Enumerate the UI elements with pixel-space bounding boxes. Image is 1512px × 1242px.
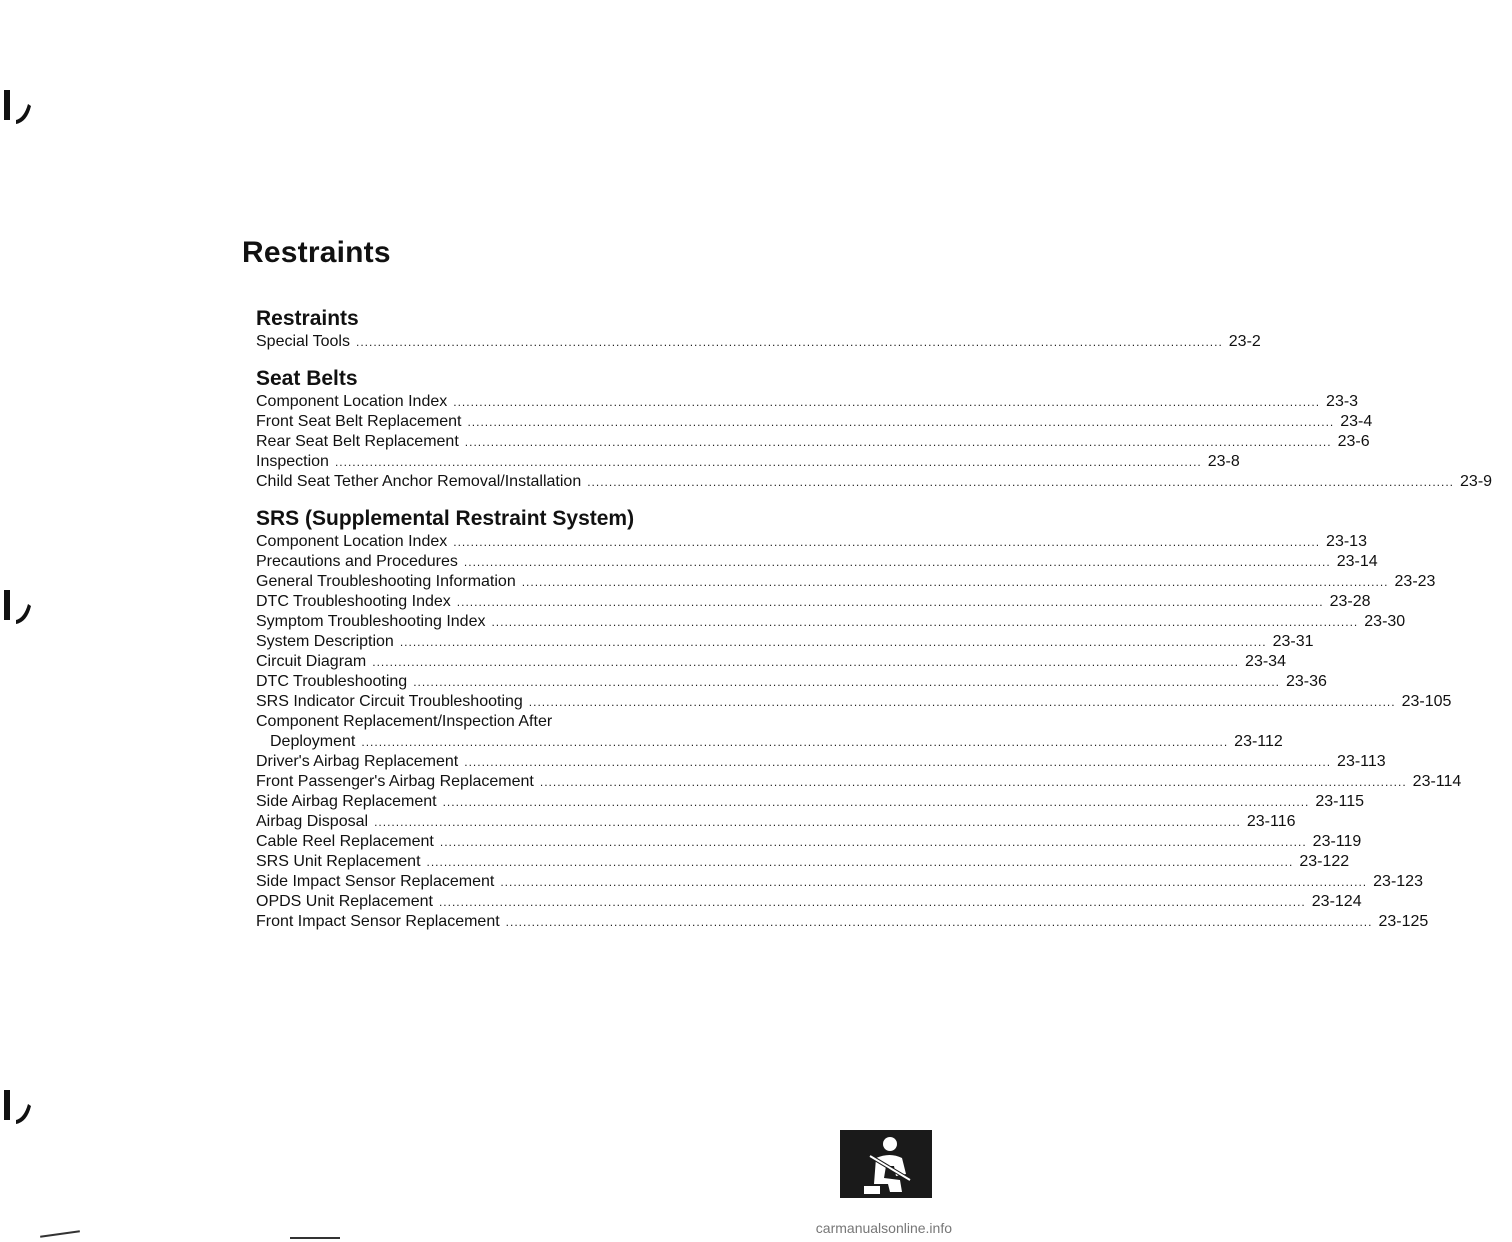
toc-entry[interactable] (256, 712, 744, 732)
binder-mark-bottom (2, 1088, 34, 1128)
toc-section (256, 366, 1493, 492)
entry-page-number: 23-34 (1245, 653, 1286, 670)
entry-label: Deployment (270, 733, 356, 750)
entry-label: Airbag Disposal (256, 813, 369, 830)
toc-entry[interactable] (256, 532, 1367, 552)
toc-entry[interactable] (256, 612, 1406, 632)
dot-leader: ........................................................................................................................................................................................................ (438, 895, 1306, 909)
dot-leader: ........................................................................................................................................................................................................ (456, 595, 1324, 609)
dot-leader: ........................................................................................................................................................................................................ (361, 735, 1229, 749)
dot-leader: ........................................................................................................................................................................................................ (491, 615, 1359, 629)
toc-entry[interactable] (256, 892, 1362, 912)
entry-label: DTC Troubleshooting (256, 673, 408, 690)
toc-entry[interactable] (256, 412, 1373, 432)
entry-page-number: 23-23 (1394, 573, 1436, 590)
toc-entry[interactable] (256, 552, 1378, 572)
dot-leader: ........................................................................................................................................................................................................ (442, 795, 1310, 809)
entry-label: Driver's Airbag Replacement (256, 753, 459, 770)
entry-page-number: 23-28 (1329, 593, 1371, 610)
toc-entry[interactable] (256, 332, 1261, 352)
dot-leader: ........................................................................................................................................................................................................ (467, 415, 1335, 429)
entry-label: Child Seat Tether Anchor Removal/Installation (256, 473, 582, 490)
entry-page-number: 23-31 (1272, 633, 1314, 650)
entry-label: SRS Unit Replacement (256, 853, 421, 870)
entry-label: Special Tools (256, 333, 350, 350)
dot-leader: ........................................................................................................................................................................................................ (505, 915, 1373, 929)
table-of-contents (256, 306, 1493, 946)
toc-entry[interactable] (256, 652, 1286, 672)
toc-entry[interactable] (256, 732, 1283, 752)
seatbelt-icon (840, 1130, 932, 1198)
toc-entry[interactable] (256, 452, 1240, 472)
entry-page-number: 23-122 (1299, 853, 1350, 870)
page-title: Restraints (242, 236, 391, 269)
entry-label: Rear Seat Belt Replacement (256, 433, 459, 450)
binder-mark-middle (2, 588, 34, 628)
toc-entry[interactable] (256, 432, 1370, 452)
dot-leader: ........................................................................................................................................................................................................ (399, 635, 1267, 649)
entry-label: SRS Indicator Circuit Troubleshooting (256, 693, 523, 710)
entry-label: System Description (256, 633, 394, 650)
dot-leader: ........................................................................................................................................................................................................ (587, 475, 1455, 489)
toc-section (256, 306, 1261, 352)
entry-label: Component Location Index (256, 533, 448, 550)
entry-page-number: 23-115 (1315, 793, 1364, 810)
entry-page-number: 23-14 (1336, 553, 1378, 570)
dot-leader: ........................................................................................................................................................................................................ (464, 755, 1332, 769)
toc-entry[interactable] (256, 472, 1493, 492)
entry-label: Component Location Index (256, 393, 448, 410)
toc-entry[interactable] (256, 632, 1314, 652)
toc-entry[interactable] (256, 692, 1452, 712)
entry-page-number: 23-6 (1337, 433, 1370, 450)
entry-label: Precautions and Procedures (256, 553, 458, 570)
toc-entry[interactable] (256, 672, 1327, 692)
footer-mark (40, 1230, 80, 1238)
entry-page-number: 23-4 (1340, 413, 1373, 430)
watermark: carmanualsonline.info (815, 1220, 952, 1236)
dot-leader: ........................................................................................................................................................................................................ (426, 855, 1294, 869)
dot-leader: ........................................................................................................................................................................................................ (334, 455, 1202, 469)
entry-page-number: 23-3 (1326, 393, 1359, 410)
dot-leader: ........................................................................................................................................................................................................ (355, 335, 1223, 349)
dot-leader: ........................................................................................................................................................................................................ (464, 435, 1332, 449)
entry-page-number: 23-2 (1228, 333, 1261, 350)
entry-page-number: 23-112 (1234, 733, 1283, 750)
dot-leader: ........................................................................................................................................................................................................ (453, 535, 1321, 549)
toc-entry[interactable] (256, 792, 1364, 812)
entry-label: OPDS Unit Replacement (256, 893, 433, 910)
dot-leader: ........................................................................................................................................................................................................ (521, 575, 1389, 589)
dot-leader: ........................................................................................................................................................................................................ (374, 815, 1241, 829)
toc-entry[interactable] (256, 852, 1350, 872)
dot-leader: ........................................................................................................................................................................................................ (453, 395, 1321, 409)
toc-entry[interactable] (256, 592, 1371, 612)
section-title: SRS (Supplemental Restraint System) (256, 507, 635, 530)
dot-leader: ........................................................................................................................................................................................................ (500, 875, 1368, 889)
dot-leader: ........................................................................................................................................................................................................ (372, 655, 1240, 669)
dot-leader: ........................................................................................................................................................................................................ (463, 555, 1331, 569)
toc-entry[interactable] (256, 772, 1462, 792)
entry-page-number: 23-30 (1364, 613, 1406, 630)
toc-entry[interactable] (256, 812, 1296, 832)
toc-entry[interactable] (256, 832, 1362, 852)
binder-mark-top (2, 88, 34, 128)
entry-page-number: 23-125 (1378, 913, 1429, 930)
footer-rule (290, 1237, 340, 1239)
entry-label: Side Airbag Replacement (256, 793, 437, 810)
toc-entry[interactable] (256, 392, 1359, 412)
toc-entry[interactable] (256, 872, 1423, 892)
toc-entry[interactable] (256, 572, 1436, 592)
entry-label: Inspection (256, 453, 329, 470)
entry-page-number: 23-8 (1207, 453, 1240, 470)
dot-leader: ........................................................................................................................................................................................................ (539, 775, 1407, 789)
entry-label: Circuit Diagram (256, 653, 367, 670)
entry-label: Side Impact Sensor Replacement (256, 873, 495, 890)
entry-label: Front Passenger's Airbag Replacement (256, 773, 534, 790)
entry-page-number: 23-13 (1326, 533, 1367, 550)
entry-page-number: 23-124 (1311, 893, 1362, 910)
entry-label: DTC Troubleshooting Index (256, 593, 451, 610)
entry-label: Cable Reel Replacement (256, 833, 434, 850)
toc-entry[interactable] (256, 912, 1429, 932)
entry-label: Front Impact Sensor Replacement (256, 913, 500, 930)
entry-label: Front Seat Belt Replacement (256, 413, 462, 430)
entry-page-number: 23-114 (1412, 773, 1462, 790)
entry-page-number: 23-119 (1312, 833, 1362, 850)
entry-label: Component Replacement/Inspection After (256, 713, 553, 730)
dot-leader: ........................................................................................................................................................................................................ (439, 835, 1307, 849)
entry-label: General Troubleshooting Information (256, 573, 516, 590)
toc-entry[interactable] (256, 752, 1386, 772)
entry-page-number: 23-9 (1460, 473, 1493, 490)
entry-page-number: 23-36 (1285, 673, 1327, 690)
dot-leader: ........................................................................................................................................................................................................ (413, 675, 1280, 689)
section-title: Restraints (256, 307, 359, 330)
entry-page-number: 23-116 (1246, 813, 1296, 830)
section-title: Seat Belts (256, 367, 358, 390)
entry-label: Symptom Troubleshooting Index (256, 613, 486, 630)
entry-page-number: 23-123 (1373, 873, 1423, 890)
dot-leader: ........................................................................................................................................................................................................ (528, 695, 1396, 709)
entry-page-number: 23-113 (1337, 753, 1386, 770)
entry-page-number: 23-105 (1401, 693, 1452, 710)
toc-section (256, 506, 1462, 932)
